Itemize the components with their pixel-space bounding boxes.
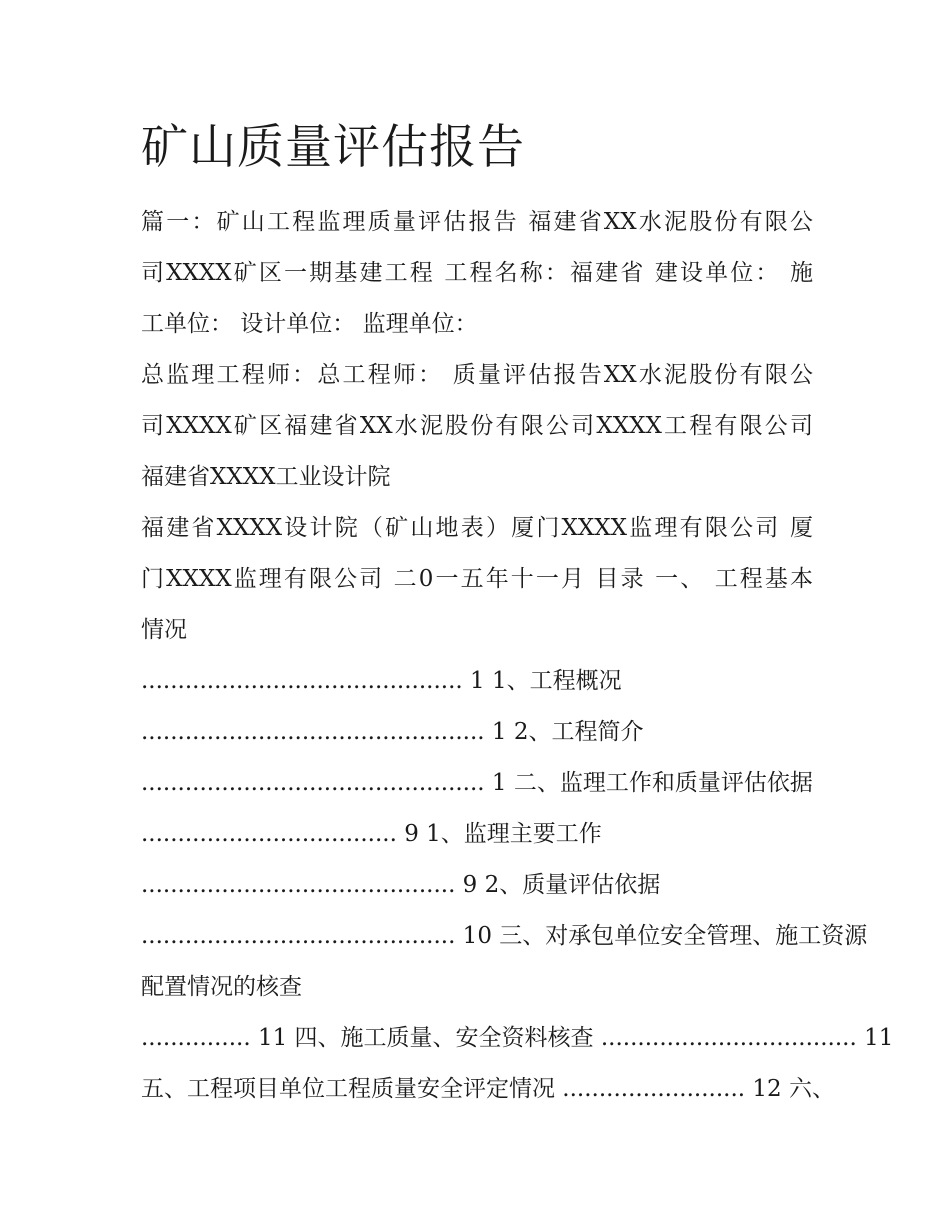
- body-line-3: 工单位： 设计单位： 监理单位：: [141, 311, 478, 337]
- document-body: [141, 197, 894, 1115]
- body-line-5: 司XXXX矿区福建省XX水泥股份有限公司XXXX工程有限公司: [141, 413, 813, 439]
- document-title: 矿山质量评估报告: [141, 120, 525, 175]
- body-line-6: 福建省XXXX工业设计院: [141, 464, 391, 490]
- toc-entry-1: ............................................ 1 1、工程概况: [141, 668, 622, 694]
- body-line-9: 情况: [141, 617, 187, 643]
- toc-entry-3: ............................................... 1 二、监理工作和质量评估依据: [141, 770, 813, 796]
- body-line-8: 门XXXX监理有限公司 二0一五年十一月 目录 一、 工程基本: [141, 566, 813, 592]
- toc-entry-8: ............... 11 四、施工质量、安全资料核查 ................................... 11: [141, 1025, 894, 1051]
- body-line-4: 总监理工程师：总工程师： 质量评估报告XX水泥股份有限公: [141, 362, 813, 388]
- toc-entry-2: ............................................... 1 2、工程简介: [141, 719, 644, 745]
- toc-entry-7: 配置情况的核查: [141, 974, 302, 1000]
- body-line-7: 福建省XXXX设计院（矿山地表）厦门XXXX监理有限公司 厦: [141, 515, 813, 541]
- toc-entry-9: 五、工程项目单位工程质量安全评定情况 ......................... 12 六、: [141, 1076, 835, 1102]
- toc-entry-6: ........................................... 10 三、对承包单位安全管理、施工资源: [141, 923, 868, 949]
- body-line-2: 司XXXX矿区一期基建工程 工程名称：福建省 建设单位： 施: [141, 260, 813, 286]
- toc-entry-4: ................................... 9 1、监理主要工作: [141, 821, 602, 847]
- toc-entry-5: ........................................... 9 2、质量评估依据: [141, 872, 661, 898]
- body-line-1: 篇一：矿山工程监理质量评估报告 福建省XX水泥股份有限公: [141, 209, 813, 235]
